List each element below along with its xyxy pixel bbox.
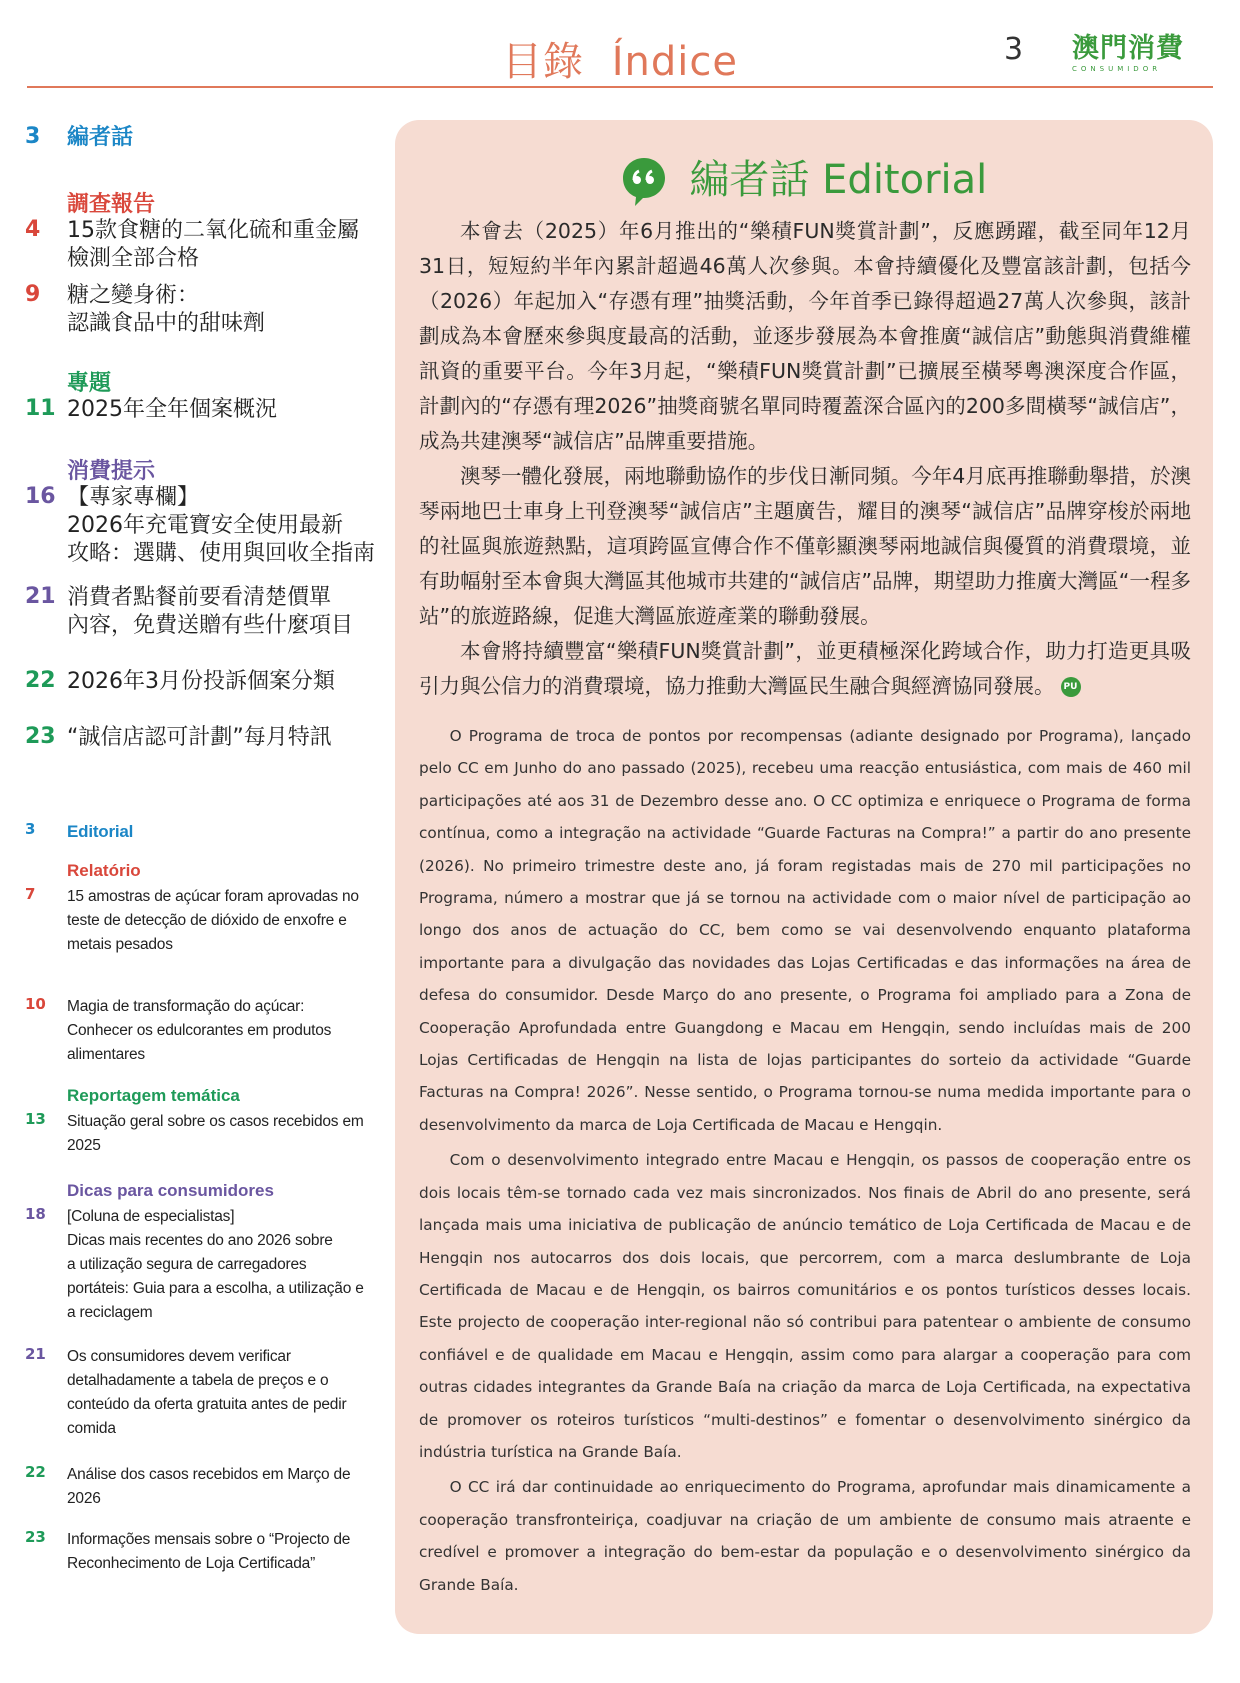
speech-bubble-icon (621, 156, 667, 208)
toc-category: Reportagem temática (67, 1086, 240, 1105)
paragraph: O CC irá dar continuidade ao enriquecimento do Programa, aprofundar mais dinamicamente a cooperação transfronteiriça, coadjuvar na criação de um ambiente de consumo mais atraente e credível e promover a integração do bem-estar da população e o desenvolvimento sinérgico da Grande Baía. (419, 1478, 1191, 1594)
toc-page-number: 21 (25, 584, 56, 609)
toc-page-number: 10 (25, 995, 46, 1013)
magazine-logo (1072, 34, 1192, 74)
toc-title: Situação geral sobre os casos recebidos em 2025 (67, 1113, 364, 1154)
toc-title: 糖之變身術： 認識食品中的甜味劑 (67, 283, 266, 336)
header-divider (27, 86, 1213, 88)
pu-badge-icon: PU (1061, 677, 1081, 697)
page-title-zh: 目錄 (502, 39, 584, 85)
editorial-heading (395, 148, 1213, 208)
toc-title: Informações mensais sobre o “Projecto de Reconhecimento de Loja Certificada” (67, 1531, 351, 1572)
logo-main-text: 澳門消費 (1072, 33, 1184, 64)
toc-category: 調查報告 (67, 192, 156, 217)
toc-page-number: 23 (25, 724, 56, 749)
toc-title: Os consumidores devem verificar detalhadamente a tabela de preços e o conteúdo da oferta gratuita antes de pedir comida (67, 1348, 347, 1437)
toc-title: Editorial (67, 822, 134, 841)
toc-category: Relatório (67, 861, 141, 880)
toc-page-number: 21 (25, 1345, 46, 1363)
logo-sub-text: CONSUMIDOR (1072, 65, 1162, 73)
editorial-panel (395, 120, 1213, 1634)
editorial-portuguese-text (419, 720, 1191, 1604)
toc-page-number: 22 (25, 1463, 46, 1481)
toc-page-number: 3 (25, 124, 41, 149)
toc-page-number: 22 (25, 668, 56, 693)
editorial-chinese-text (419, 214, 1191, 704)
toc-page-number: 13 (25, 1110, 46, 1128)
page-number: 3 (1004, 32, 1024, 67)
paragraph: 澳琴一體化發展，兩地聯動協作的步伐日漸同頻。今年4月底再推聯動舉措，於澳琴兩地巴士車身上刊登澳琴“誠信店”主題廣告，耀目的澳琴“誠信店”品牌穿梭於兩地的社區與旅遊熱點，這項跨區宣傳合作不僅彰顯澳琴兩地誠信與優質的消費環境，並有助幅射至本會與大灣區其他城市共建的“誠信店”品牌，期望助力推廣大灣區“一程多站”的旅遊路線，促進大灣區旅遊產業的聯動發展。 (419, 464, 1191, 628)
toc-title: 2026年3月份投訴個案分類 (67, 669, 335, 694)
toc-page-number: 9 (25, 282, 41, 307)
toc-page-number: 7 (25, 885, 36, 903)
page-title (0, 30, 1240, 87)
paragraph-last (419, 634, 1191, 704)
toc-page-number: 23 (25, 1528, 46, 1546)
toc-page-number: 11 (25, 396, 56, 421)
toc-category: Dicas para consumidores (67, 1181, 274, 1200)
toc-title: “誠信店認可計劃”每月特訊 (67, 725, 332, 750)
toc-title: 消費者點餐前要看清楚價單 內容，免費送贈有些什麼項目 (67, 585, 354, 638)
paragraph-text: 本會將持續豐富“樂積FUN獎賞計劃”，並更積極深化跨域合作，助力打造更具吸引力與公信力的消費環境，協力推動大灣區民生融合與經濟協同發展。 (419, 639, 1191, 698)
page-title-pt: Índice (611, 39, 738, 85)
editorial-heading-zh: 編者話 (689, 157, 810, 203)
paragraph: Com o desenvolvimento integrado entre Macau e Hengqin, os passos de cooperação entre os dois locais têm-se tornado cada vez mais sincronizados. Nos finais de Abril do ano presente, será lançada mais uma iniciativa de publicação de anúncio temático de Loja Certificada de Macau e de Hengqin nos autocarros dos dois locais, que percorrem, com a marca deslumbrante de Loja Certificada de Macau e de Hengqin, os bairros comunitários e os pontos turísticos desses locais. Este projecto de cooperação inter-regional não só contribui para patentear o ambiente de consumo confiável e de qualidade em Macau e Hengqin, assim como para alargar a cooperação para com outras cidades integrantes da Grande Baía na criação da marca de Loja Certificada, na expectativa de promover os roteiros turísticos “multi-destinos” e fomentar o desenvolvimento sinérgico da indústria turística na Grande Baía. (419, 1151, 1191, 1461)
toc-page-number: 18 (25, 1205, 46, 1223)
toc-title: Análise dos casos recebidos em Março de 2026 (67, 1466, 351, 1507)
toc-category: 消費提示 (67, 459, 156, 484)
toc-title: 2025年全年個案概況 (67, 397, 277, 422)
toc-page-number: 16 (25, 484, 56, 509)
toc-title: Magia de transformação do açúcar: Conhecer os edulcorantes em produtos alimentares (67, 998, 332, 1063)
editorial-heading-en: Editorial (822, 157, 988, 203)
toc-title: [Coluna de especialistas] Dicas mais recentes do ano 2026 sobre a utilização segura de carregadores portáteis: Guia para a escolha, a utilização e a reciclagem (67, 1208, 364, 1321)
toc-title: 【專家專欄】 2026年充電寶安全使用最新 攻略：選購、使用與回收全指南 (67, 485, 376, 566)
toc-page-number: 4 (25, 217, 41, 242)
toc-title: 編者話 (67, 125, 134, 150)
toc-category: 專題 (67, 371, 112, 396)
toc-page-number: 3 (25, 820, 36, 838)
toc-title: 15款食糖的二氧化硫和重金屬 檢測全部合格 (67, 218, 359, 271)
paragraph: 本會去（2025）年6月推出的“樂積FUN獎賞計劃”，反應踴躍，截至同年12月31日，短短約半年內累計超過46萬人次參與。本會持續優化及豐富該計劃，包括今（2026）年起加入“存憑有理”抽獎活動，今年首季已錄得超過27萬人次參與，該計劃成為本會歷來參與度最高的活動，並逐步發展為本會推廣“誠信店”動態與消費維權訊資的重要平台。今年3月起，“樂積FUN獎賞計劃”已擴展至橫琴粵澳深度合作區，計劃內的“存憑有理2026”抽獎商號名單同時覆蓋深合區內的200多間橫琴“誠信店”，成為共建澳琴“誠信店”品牌重要措施。 (419, 219, 1191, 453)
paragraph: O Programa de troca de pontos por recompensas (adiante designado por Programa), lançado pelo CC em Junho do ano passado (2025), recebeu uma reacção entusiástica, com mais de 460 mil participações até aos 31 de Dezembro desse ano. O CC optimiza e enriquece o Programa de forma contínua, como a integração na actividade “Guarde Facturas na Compra!” a partir do ano presente (2026). No primeiro trimestre deste ano, já foram registadas mais de 270 mil participações no Programa, número a mostrar que já se tornou na actividade com o maior nível de participação ao longo dos anos de actuação do CC, bem como se vai desenvolvendo enquanto plataforma importante para a divulgação das novidades das Lojas Certificadas e das informações na área de defesa do consumidor. Desde Março do ano presente, o Programa foi ampliado para a Zona de Cooperação Aprofundada entre Guangdong e Macau em Hengqin, sendo incluídas mais de 200 Lojas Certificadas de Hengqin na lista de lojas participantes do sorteio da actividade “Guarde Facturas na Compra! 2026”. Nesse sentido, o Programa tornou-se numa medida importante para o desenvolvimento da marca de Loja Certificada de Macau e Hengqin. (419, 727, 1191, 1134)
toc-title: 15 amostras de açúcar foram aprovadas no teste de detecção de dióxido de enxofre e metais pesados (67, 888, 359, 953)
